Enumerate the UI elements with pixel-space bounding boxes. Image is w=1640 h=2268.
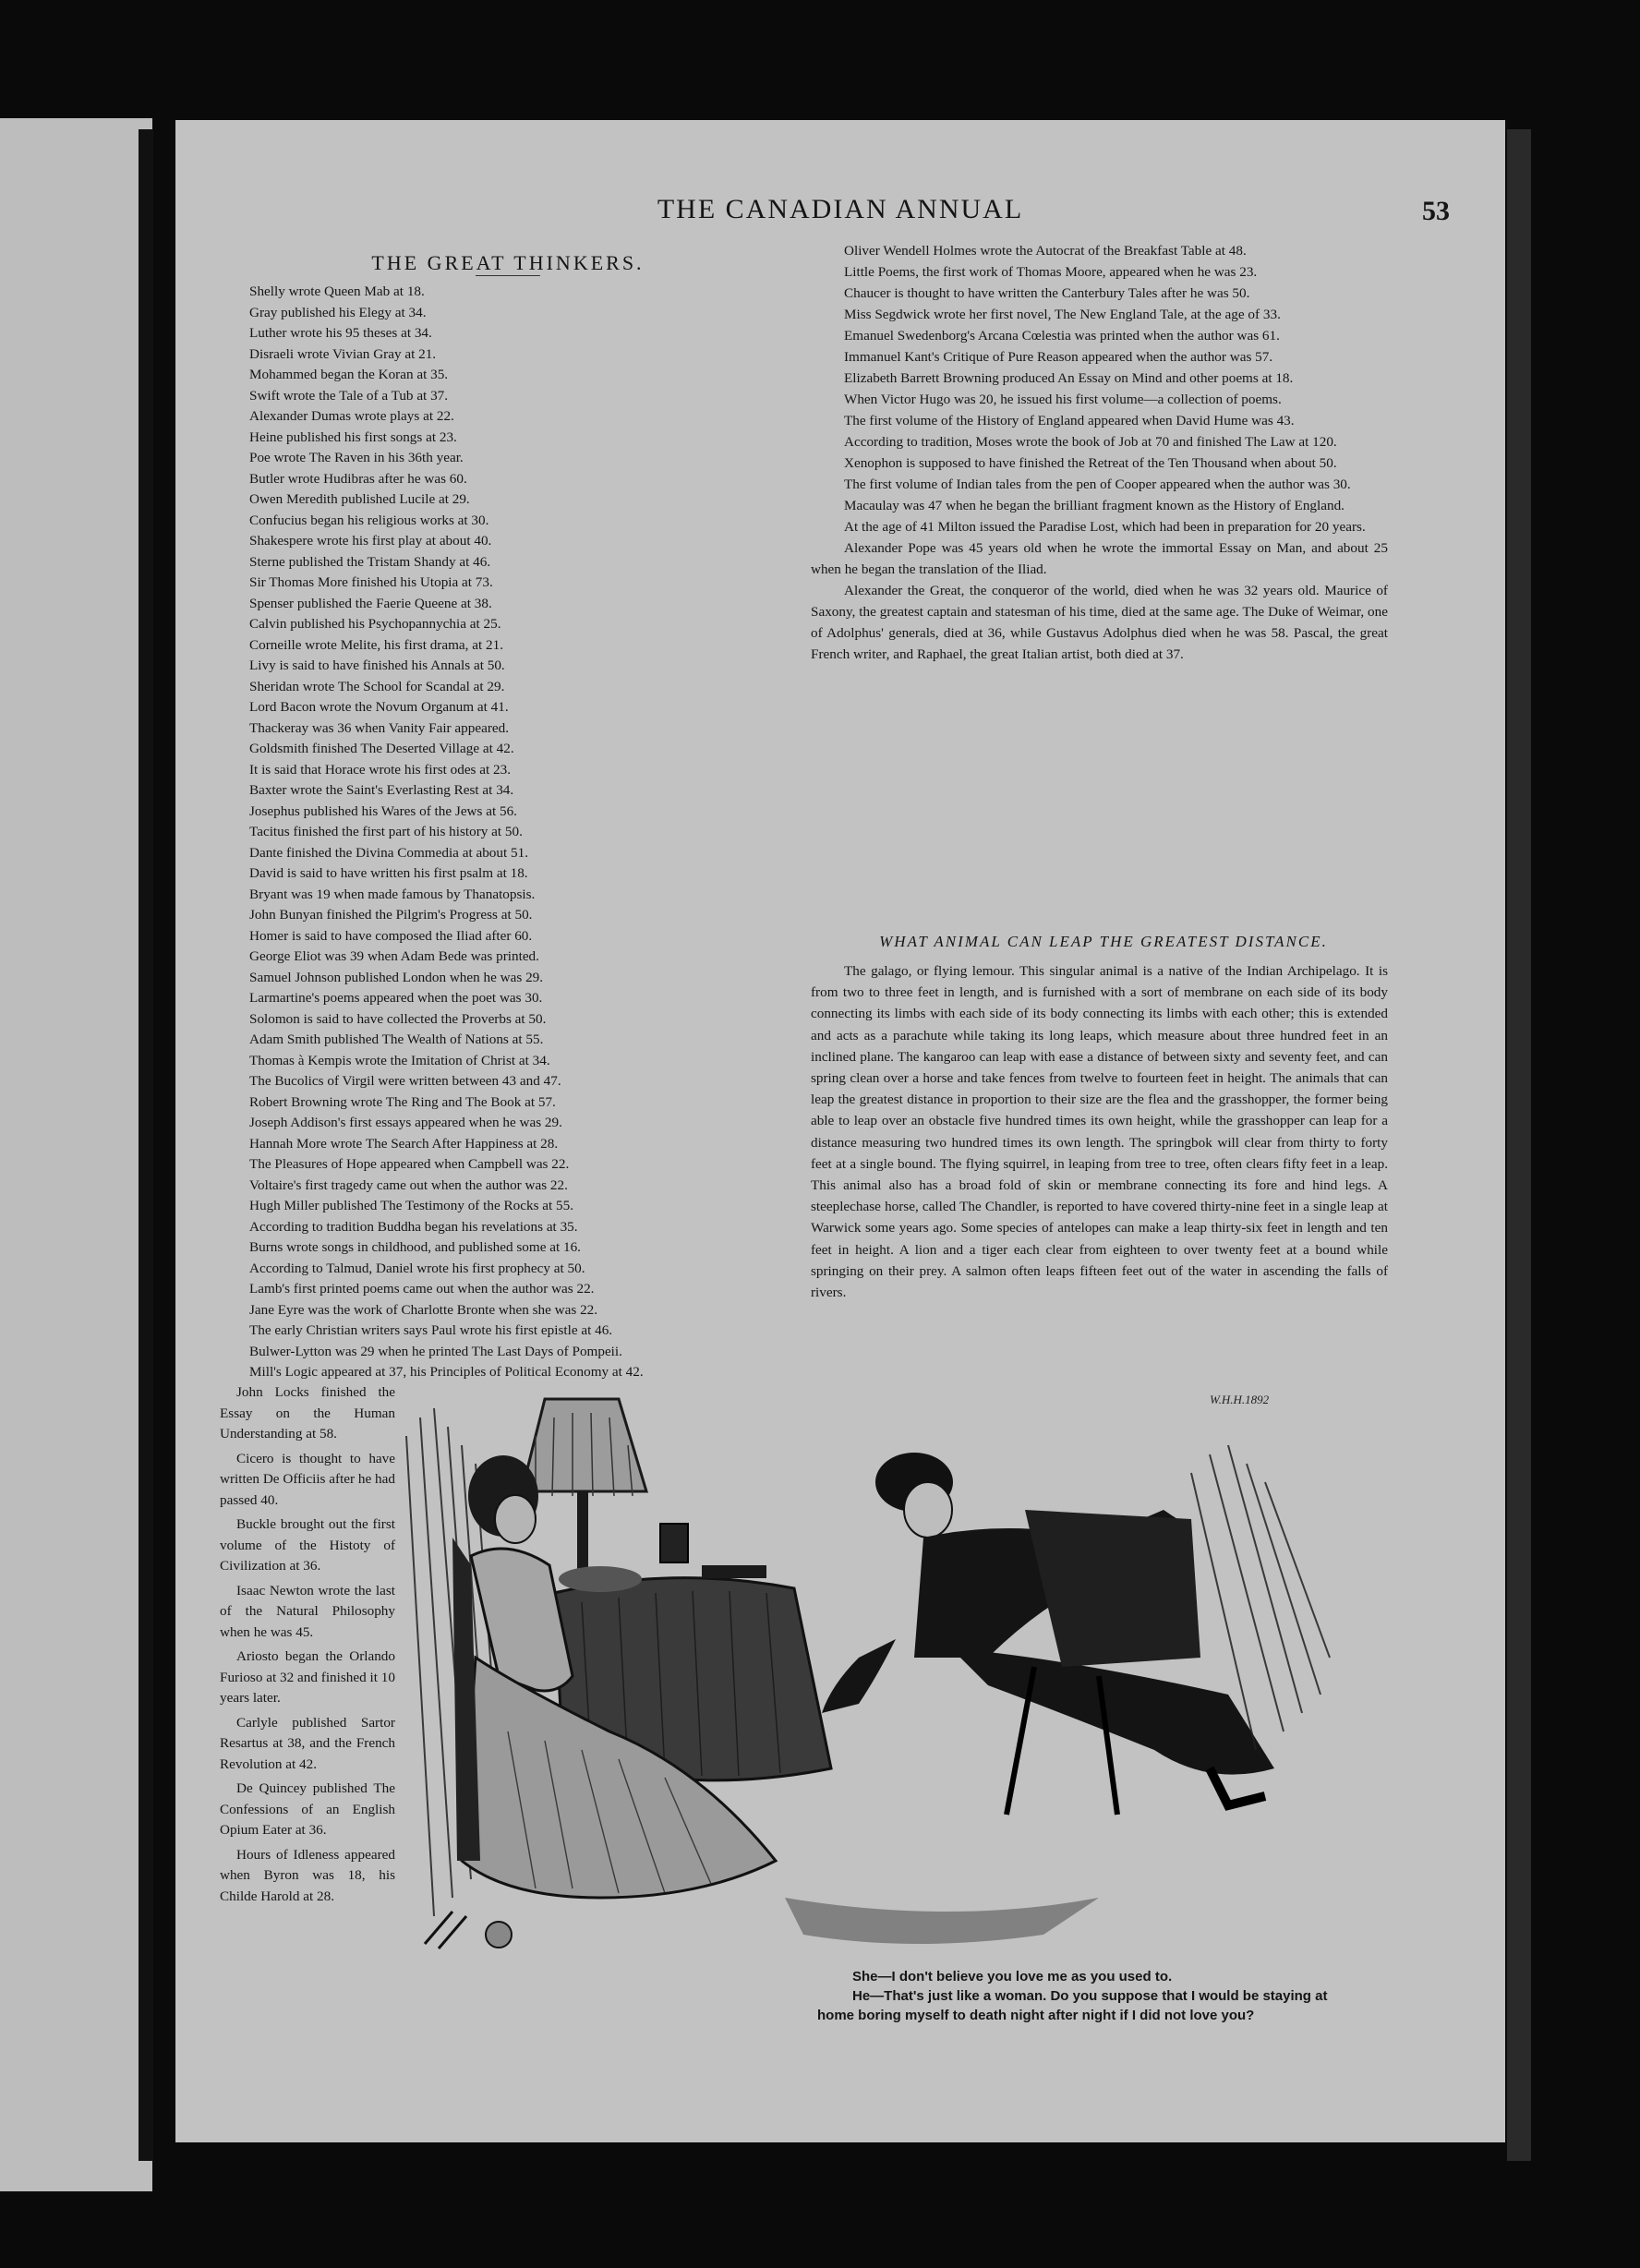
- thinker-line: John Bunyan finished the Pilgrim's Progress at 50.: [249, 907, 533, 923]
- animal-article-body: [811, 960, 1388, 1303]
- thinker-paragraph: Elizabeth Barrett Browning produced An Essay on Mind and other poems at 18.: [844, 370, 1294, 386]
- thinker-line: Baxter wrote the Saint's Everlasting Rest at 34.: [249, 782, 514, 798]
- thinker-line: George Eliot was 39 when Adam Bede was printed.: [249, 948, 539, 964]
- thinker-paragraph: Carlyle published Sartor Resartus at 38, and the French Revolution at 42.: [220, 1714, 395, 1772]
- thinker-line: Goldsmith finished The Deserted Village at 42.: [249, 741, 514, 756]
- thinker-line: Heine published his first songs at 23.: [249, 428, 457, 445]
- thinker-line: Mohammed began the Koran at 35.: [249, 367, 449, 382]
- magazine-page: [175, 120, 1505, 2142]
- thinker-line: The Pleasures of Hope appeared when Campbell was 22.: [249, 1156, 570, 1172]
- page-number: 53: [1422, 196, 1450, 226]
- thinker-line: Gray published his Elegy at 34.: [249, 304, 427, 320]
- thinker-paragraph: When Victor Hugo was 20, he issued his first volume—a collection of poems.: [844, 392, 1282, 407]
- thinker-line: According to tradition Buddha began his revelations at 35.: [249, 1218, 578, 1235]
- thinker-paragraph: Little Poems, the first work of Thomas Moore, appeared when he was 23.: [844, 264, 1258, 280]
- great-thinkers-title: THE GREAT THINKERS.: [371, 251, 645, 274]
- caption-line: He—That's just like a woman. Do you suppose that I would be staying at: [852, 1988, 1328, 2004]
- thinker-paragraph: Hours of Idleness appeared when Byron was 18, his Childe Harold at 28.: [220, 1846, 395, 1904]
- title-rule: [476, 275, 540, 276]
- thinker-line: Sheridan wrote The School for Scandal at 29.: [249, 678, 505, 694]
- thinker-line: Swift wrote the Tale of a Tub at 37.: [249, 387, 449, 404]
- cartoon-illustration: [397, 1381, 1404, 1972]
- thinker-line: Shakespere wrote his first play at about 40.: [249, 533, 492, 549]
- thinker-line: Bryant was 19 when made famous by Thanatopsis.: [249, 886, 536, 902]
- thinker-line: Spenser published the Faerie Queene at 38.: [249, 595, 492, 611]
- thinker-line: Lord Bacon wrote the Novum Organum at 41.: [249, 699, 509, 715]
- thinker-line: Homer is said to have composed the Iliad after 60.: [249, 927, 533, 944]
- thinker-line: Tacitus finished the first part of his history at 50.: [249, 824, 523, 839]
- thinker-line: Adam Smith published The Wealth of Nations at 55.: [249, 1031, 544, 1047]
- thinker-line: It is said that Horace wrote his first odes at 23.: [249, 761, 512, 778]
- book-spine: [1507, 129, 1531, 2161]
- thinker-line: Shelly wrote Queen Mab at 18.: [249, 284, 425, 299]
- thinker-line: Owen Meredith published Lucile at 29.: [249, 491, 470, 507]
- adjacent-page-edge: [0, 118, 152, 2191]
- great-thinkers-narrow-column: [220, 1382, 395, 1911]
- caption-line: home boring myself to death night after night if I did not love you?: [817, 2008, 1255, 2023]
- thinker-paragraph: De Quincey published The Confessions of an English Opium Eater at 36.: [220, 1780, 395, 1838]
- thinker-paragraph: John Locks finished the Essay on the Human Understanding at 58.: [220, 1384, 395, 1442]
- thinker-paragraph: Immanuel Kant's Critique of Pure Reason appeared when the author was 57.: [844, 349, 1273, 365]
- thinker-line: Lamb's first printed poems came out when the author was 22.: [249, 1281, 595, 1297]
- animal-article-title: WHAT ANIMAL CAN LEAP THE GREATEST DISTANCE.: [879, 933, 1328, 950]
- thinker-line: Robert Browning wrote The Ring and The Book at 57.: [249, 1093, 556, 1110]
- page-gutter-shadow: [139, 129, 153, 2161]
- thinker-line: Livy is said to have finished his Annals at 50.: [249, 657, 505, 673]
- thinker-line: David is said to have written his first psalm at 18.: [249, 865, 528, 881]
- thinker-paragraph: Buckle brought out the first volume of the Histoty of Civilization at 36.: [220, 1516, 395, 1574]
- thinker-line: Hannah More wrote The Search After Happiness at 28.: [249, 1135, 559, 1152]
- thinker-paragraph: Chaucer is thought to have written the Canterbury Tales after he was 50.: [844, 285, 1250, 301]
- thinker-line: Butler wrote Hudibras after he was 60.: [249, 470, 467, 487]
- thinker-line: Sir Thomas More finished his Utopia at 73.: [249, 574, 493, 590]
- thinker-paragraph: Oliver Wendell Holmes wrote the Autocrat of the Breakfast Table at 48.: [844, 243, 1247, 259]
- thinker-line: The early Christian writers says Paul wrote his first epistle at 46.: [249, 1322, 613, 1338]
- cartoon-caption: [817, 1967, 1408, 2025]
- thinker-paragraph: The first volume of Indian tales from the pen of Cooper appeared when the author was 30.: [844, 477, 1351, 492]
- thinker-line: The Bucolics of Virgil were written between 43 and 47.: [249, 1073, 561, 1089]
- thinker-paragraph: Cicero is thought to have written De Officiis after he had passed 40.: [220, 1450, 395, 1508]
- thinker-line: Confucius began his religious works at 30.: [249, 512, 489, 528]
- thinker-paragraph: Miss Segdwick wrote her first novel, The New England Tale, at the age of 33.: [844, 307, 1281, 322]
- thinker-line: Mill's Logic appeared at 37, his Principles of Political Economy at 42.: [249, 1364, 644, 1380]
- thinker-paragraph: At the age of 41 Milton issued the Paradise Lost, which had been in preparation for 20 years.: [844, 519, 1366, 535]
- thinker-line: Alexander Dumas wrote plays at 22.: [249, 408, 454, 424]
- thinker-paragraph: According to tradition, Moses wrote the book of Job at 70 and finished The Law at 120.: [844, 434, 1337, 450]
- thinker-line: Samuel Johnson published London when he was 29.: [249, 969, 544, 985]
- thinker-paragraph: Ariosto began the Orlando Furioso at 32 and finished it 10 years later.: [220, 1648, 395, 1706]
- thinker-line: Sterne published the Tristam Shandy at 46.: [249, 553, 491, 570]
- thinker-line: Corneille wrote Melite, his first drama, at 21.: [249, 636, 503, 653]
- thinker-line: Voltaire's first tragedy came out when the author was 22.: [249, 1176, 568, 1193]
- thinker-line: Dante finished the Divina Commedia at about 51.: [249, 844, 528, 861]
- great-thinkers-right-column: [811, 240, 1388, 665]
- thinker-paragraph: The first volume of the History of England appeared when David Hume was 43.: [844, 413, 1295, 428]
- thinker-line: According to Talmud, Daniel wrote his first prophecy at 50.: [249, 1260, 585, 1276]
- thinker-line: Thackeray was 36 when Vanity Fair appeared.: [249, 719, 510, 736]
- thinker-line: Larmartine's poems appeared when the poet was 30.: [249, 990, 543, 1006]
- thinker-line: Disraeli wrote Vivian Gray at 21.: [249, 345, 437, 362]
- thinker-line: Poe wrote The Raven in his 36th year.: [249, 450, 464, 465]
- great-thinkers-list: [249, 282, 840, 1383]
- thinker-line: Thomas à Kempis wrote the Imitation of Christ at 34.: [249, 1052, 550, 1068]
- thinker-paragraph: Alexander Pope was 45 years old when he wrote the immortal Essay on Man, and about 25 when he began the translation of the Iliad.: [811, 540, 1388, 577]
- thinker-line: Joseph Addison's first essays appeared when he was 29.: [249, 1115, 562, 1130]
- thinker-paragraph: Isaac Newton wrote the last of the Natural Philosophy when he was 45.: [220, 1582, 395, 1640]
- thinker-paragraph: Macaulay was 47 when he began the brilliant fragment known as the History of England.: [844, 498, 1345, 513]
- thinker-line: Jane Eyre was the work of Charlotte Bronte when she was 22.: [249, 1301, 598, 1318]
- thinker-line: Hugh Miller published The Testimony of the Rocks at 55.: [249, 1198, 574, 1213]
- thinker-paragraph: Xenophon is supposed to have finished the Retreat of the Ten Thousand when about 50.: [844, 455, 1337, 471]
- thinker-line: Calvin published his Psychopannychia at 25.: [249, 616, 501, 632]
- thinker-paragraph: Emanuel Swedenborg's Arcana Cœlestia was printed when the author was 61.: [844, 328, 1280, 344]
- artist-signature: W.H.H.1892: [1210, 1393, 1270, 1406]
- thinker-line: Josephus published his Wares of the Jews at 56.: [249, 802, 517, 819]
- thinker-paragraph: Alexander the Great, the conqueror of the world, died when he was 32 years old. Maurice of Saxony, the greatest captain and statesman of his time, died at the same age. The Duke of Weimar, one of Adolphus' generals, died at 36, while Gustavus Adolphus died when he was 58. Pascal, the great French writer, and Raphael, the great Italian artist, both died at 37.: [811, 583, 1388, 662]
- caption-line: She—I don't believe you love me as you used to.: [852, 1969, 1173, 1984]
- thinker-line: Luther wrote his 95 theses at 34.: [249, 325, 432, 341]
- running-head: THE CANADIAN ANNUAL: [657, 194, 1024, 224]
- thinker-line: Solomon is said to have collected the Proverbs at 50.: [249, 1010, 547, 1027]
- animal-article-paragraph: The galago, or flying lemour. This singular animal is a native of the Indian Archipelago. It is from two to three feet in length, and is furnished with a sort of membrane on each side of its body connecting its limbs with each side of its body connecting its limbs with each other; this is extended and acts as a parachute while taking its long leaps, which measure about three hundred feet in an inclined plane. The kangaroo can leap with ease a distance of between sixty and seventy feet, and can spring clean over a horse and take fences from twelve to fourteen feet in height. The animals that can leap the greatest distance in proportion to their size are the flea and the grasshopper, the former being able to leap over an obstacle five hundred times its own height, while the grasshopper can leap for a distance measuring two hundred times its own length. The springbok will clear from thirty to forty feet at a single bound. The flying squirrel, in leaping from tree to tree, often clears fifty feet in a leap. This animal also has a broad fold of skin or membrane connecting its fore and hind legs. A steeplechase horse, called The Chandler, is reported to have covered thirty-nine feet in a single leap at Warwick some years ago. Some species of antelopes can make a leap thirty-six feet in length and ten feet in height. A lion and a tiger each clear from eighteen to over twenty feet at a bound while springing on their prey. A salmon often leaps fifteen feet out of the water in ascending the falls of rivers.: [811, 963, 1388, 1301]
- thinker-line: Bulwer-Lytton was 29 when he printed The Last Days of Pompeii.: [249, 1343, 622, 1359]
- thinker-line: Burns wrote songs in childhood, and published some at 16.: [249, 1239, 581, 1255]
